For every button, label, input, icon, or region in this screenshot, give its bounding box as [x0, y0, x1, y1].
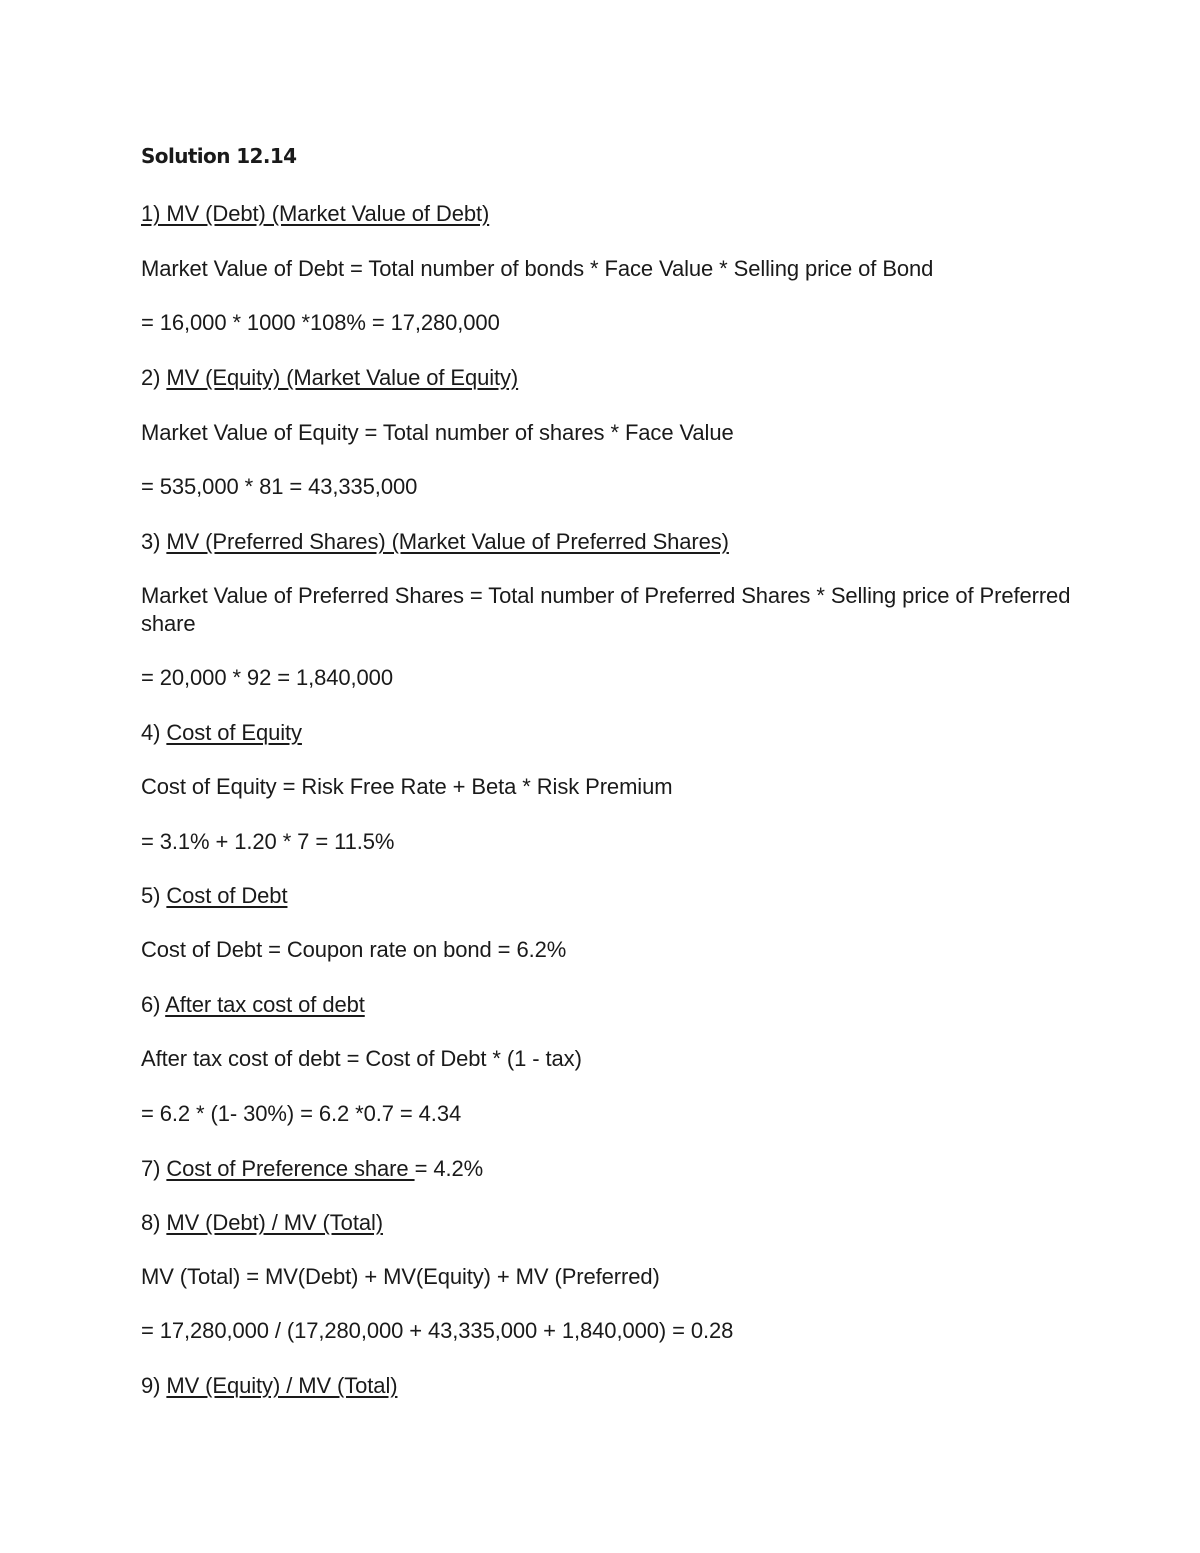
section-5-number: 5)	[141, 883, 167, 908]
section-6-number: 6)	[141, 992, 166, 1017]
section-1-formula: Market Value of Debt = Total number of bonds * Face Value * Selling price of Bond	[141, 256, 934, 281]
section-2-heading-line	[141, 364, 518, 392]
section-4-heading-line	[141, 719, 302, 747]
section-2-heading: MV (Equity) (Market Value of Equity)	[166, 365, 519, 390]
section-8-heading-line	[141, 1209, 383, 1237]
section-9-heading-line	[141, 1372, 397, 1400]
section-3-calc: = 20,000 * 92 = 1,840,000	[141, 665, 393, 690]
section-9-number: 9)	[141, 1373, 167, 1398]
section-8-heading: MV (Debt) / MV (Total)	[166, 1210, 383, 1235]
section-4-formula: Cost of Equity = Risk Free Rate + Beta * Risk Premium	[141, 774, 673, 799]
section-3-formula: Market Value of Preferred Shares = Total number of Preferred Shares * Selling price of Preferred share	[141, 583, 1071, 636]
section-7-heading: Cost of Preference share	[166, 1156, 415, 1181]
section-5-heading-line	[141, 882, 287, 910]
section-5-heading: Cost of Debt	[166, 883, 288, 908]
section-5-formula: Cost of Debt = Coupon rate on bond = 6.2%	[141, 937, 567, 962]
section-6-heading: After tax cost of debt	[165, 992, 365, 1017]
section-7-value: = 4.2%	[414, 1156, 484, 1181]
section-4-heading: Cost of Equity	[166, 720, 302, 745]
section-3-number: 3)	[141, 529, 167, 554]
document-title: Solution 12.14	[141, 144, 297, 168]
section-3-heading: MV (Preferred Shares) (Market Value of Preferred Shares)	[166, 529, 729, 554]
section-8-formula: MV (Total) = MV(Debt) + MV(Equity) + MV (Preferred)	[141, 1264, 660, 1289]
section-7-line	[141, 1155, 483, 1183]
section-8-calc: = 17,280,000 / (17,280,000 + 43,335,000 + 1,840,000) = 0.28	[141, 1318, 734, 1343]
section-4-number: 4)	[141, 720, 167, 745]
section-2-calc: = 535,000 * 81 = 43,335,000	[141, 474, 418, 499]
section-9-heading: MV (Equity) / MV (Total)	[166, 1373, 398, 1398]
section-6-heading-line	[141, 991, 365, 1019]
section-1-heading: 1) MV (Debt) (Market Value of Debt)	[141, 201, 490, 226]
section-7-number: 7)	[141, 1156, 167, 1181]
section-2-formula: Market Value of Equity = Total number of shares * Face Value	[141, 420, 734, 445]
section-1-calc: = 16,000 * 1000 *108% = 17,280,000	[141, 310, 500, 335]
section-6-formula: After tax cost of debt = Cost of Debt * (1 - tax)	[141, 1046, 582, 1071]
section-4-calc: = 3.1% + 1.20 * 7 = 11.5%	[141, 829, 395, 854]
section-6-calc: = 6.2 * (1- 30%) = 6.2 *0.7 = 4.34	[141, 1101, 462, 1126]
section-2-number: 2)	[141, 365, 167, 390]
section-3-heading-line	[141, 528, 729, 556]
section-8-number: 8)	[141, 1210, 167, 1235]
